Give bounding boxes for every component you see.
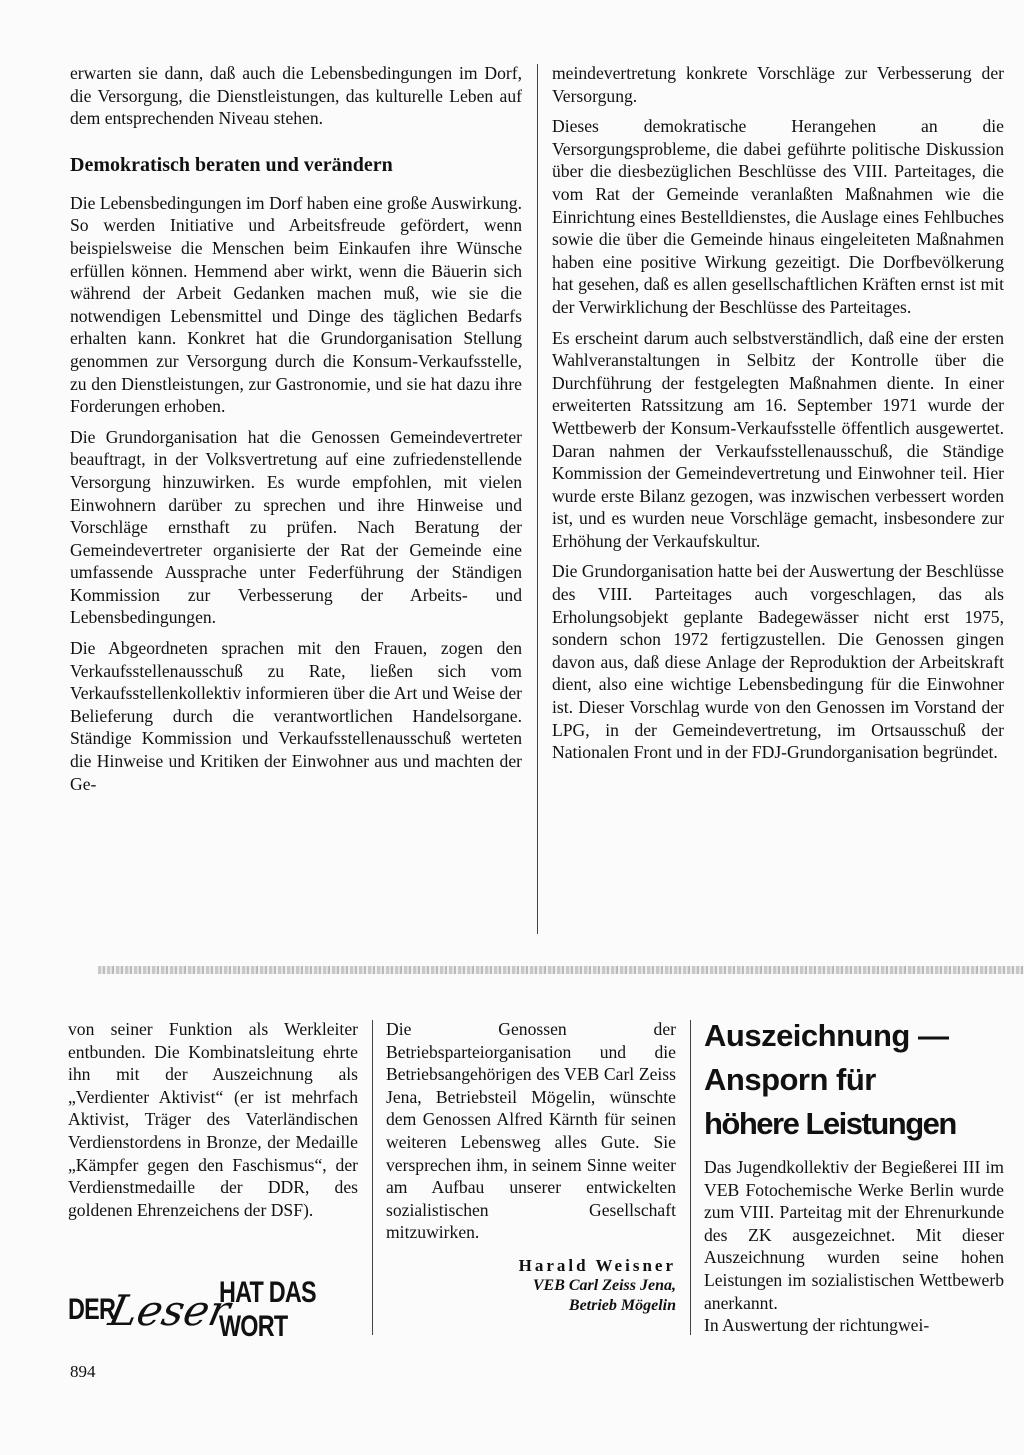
der-leser-hat-das-wort-logo <box>68 1276 368 1343</box>
signature <box>386 1256 676 1316</box>
bottom-left-column <box>68 1018 358 1229</box>
top-left-column <box>70 62 522 803</box>
paragraph: Das Jugendkollektiv der Begießerei III im VEB Fotochemische Werke Berlin wurde zum VIII. Parteitag mit der Ehrenurkunde des ZK ausgezeichnet. Mit dieser Auszeichnung wurden seine hohen Leistungen im sozialistischen Wettbewerb anerkannt. <box>704 1157 1004 1313</box>
column-divider <box>537 64 538 934</box>
logo-text-der: DER <box>68 1293 116 1326</box>
paragraph: Die Abgeordneten sprachen mit den Frauen, zogen den Verkaufsstellenausschuß zu Rate, ließen sich vom Verkaufsstellenkollektiv informieren über die Art und Weise der Belieferung durch die verantwortlichen Handelsorgane. Ständige Kommission und Verkaufsstellenausschuß werteten die Hinweise und Kritiken der Einwohner aus und machten der Ge- <box>70 638 522 794</box>
paragraph: meindevertretung konkrete Vorschläge zur Verbesserung der Versorgung. <box>552 63 1004 106</box>
page-number: 894 <box>70 1362 96 1381</box>
column-divider <box>690 1020 691 1335</box>
headline-line: Auszeichnung — <box>704 1018 949 1053</box>
paragraph: Es erscheint darum auch selbstverständlich, daß eine der ersten Wahlveranstaltungen in Selbitz der Kontrolle über die Durchführung der festgelegten Maßnahmen diente. In einer erweiterten Ratssitzung am 16. September 1971 wurde der Wettbewerb der Konsum-Verkaufsstelle öffentlich ausgewertet. Daran nahmen der Verkaufsstellenausschuß, die Ständige Kommission der Gemeindevertretung und Einwohner teil. Hier wurde erste Bilanz gezogen, was inzwischen verbessert worden ist, und es wurden neue Vorschläge gemacht, insbesondere zur Erhöhung der Verkaufskultur. <box>552 327 1004 551</box>
paragraph: Dieses demokratische Herangehen an die Versorgungsprobleme, die dabei geführte politische Diskussion über die diesbezüglichen Beschlüsse des VIII. Parteitages, die vom Rat der Gemeinde veranlaßten Maßnahmen wie die Einrichtung eines Bestelldienstes, die Auslage eines Fehlbuches sowie die über die Gemeinde hinaus eingeleiteten Maßnahmen haben eine positive Wirkung gezeitigt. Die Dorfbevölkerung hat gesehen, daß es allen gesellschaftlichen Kräften ernst ist mit der Verwirklichung der Beschlüsse des Parteitages. <box>552 116 1004 317</box>
logo-text-leser: Leser <box>104 1285 235 1335</box>
bottom-middle-column <box>386 1018 676 1316</box>
column-divider <box>372 1020 373 1335</box>
signature-name: Harald Weisner <box>518 1255 676 1275</box>
top-right-column <box>552 62 1004 772</box>
headline-line: höhere Leistungen <box>704 1106 956 1141</box>
article-headline <box>704 1014 1004 1146</box>
logo-text-hat-das-wort: HAT DAS WORT <box>219 1276 317 1343</box>
paragraph: Die Grundorganisation hatte bei der Auswertung der Beschlüsse des VIII. Parteitages auch vorgeschlagen, das als Erholungsobjekt geplante Badegewässer nicht erst 1975, sondern schon 1972 fertigzustellen. Die Genossen gingen davon aus, daß diese Anlage der Reproduktion der Arbeitskraft dient, also eine wichtige Lebensbedingung für die Einwohner ist. Dieser Vorschlag wurde von den Genossen im Vorstand der LPG, in der Gemeindevertretung, im Ortsausschuß der Nationalen Front und in der FDJ-Grundorganisation begründet. <box>552 561 1004 763</box>
signature-org: Betrieb Mögelin <box>568 1296 676 1314</box>
section-divider <box>98 966 1024 974</box>
paragraph: von seiner Funktion als Werkleiter entbunden. Die Kombinatsleitung ehrte ihn mit der Auszeichnung als „Verdienter Aktivist“ (er ist mehrfach Aktivist, Träger des Vaterländischen Verdienstordens in Bronze, der Medaille „Kämpfer gegen den Faschismus“, der Verdienstmedaille der DDR, des goldenen Ehrenzeichens der DSF). <box>68 1019 358 1220</box>
paragraph: Die Genossen der Betriebsparteiorganisation und die Betriebsangehörigen des VEB Carl Zeiss Jena, Betriebsteil Mögelin, wünschte dem Genossen Alfred Kärnth für seinen weiteren Lebensweg alles Gute. Sie versprechen ihm, in seinem Sinne weiter am Aufbau unserer entwickelten sozialistischen Gesellschaft mitzuwirken. <box>386 1019 676 1243</box>
paragraph: Die Grundorganisation hat die Genossen Gemeindevertreter beauftragt, in der Volksvertretung auf eine zufriedenstellende Versorgung hinzuwirken. Es wurde empfohlen, mit vielen Einwohnern darüber zu sprechen und ihre Hinweise und Vorschläge ernsthaft zu prüfen. Nach Beratung der Gemeindevertreter organisierte der Rat der Gemeinde eine umfassende Aussprache unter Federführung der Ständigen Kommission zur Verbesserung der Arbeits- und Lebensbedingungen. <box>70 426 522 628</box>
signature-org: VEB Carl Zeiss Jena, <box>532 1276 676 1294</box>
paragraph: Die Lebensbedingungen im Dorf haben eine große Auswirkung. So werden Initiative und Arbeitsfreude gefördert, wenn beispielsweise die Menschen beim Einkaufen ihre Wünsche erfüllen können. Hemmend aber wirkt, wenn die Bäuerin sich während der Arbeit Gedanken machen muß, wie sie die notwendigen Lebensmittel und Dinge des täglichen Bedarfs erhalten kann. Konkret hat die Grundorganisation Stellung genommen zur Versorgung durch die Konsum-Verkaufsstelle, zu den Dienstleistungen, zur Gastronomie, und sie hat dazu ihre Forderungen erhoben. <box>70 192 522 417</box>
paragraph: erwarten sie dann, daß auch die Lebensbedingungen im Dorf, die Versorgung, die Dienstleistungen, das kulturelle Leben auf dem entsprechenden Niveau stehen. <box>70 63 522 129</box>
bottom-right-column <box>704 1014 1004 1345</box>
paragraph: In Auswertung der richtungwei- <box>704 1315 930 1336</box>
section-heading: Demokratisch beraten und verändern <box>70 153 393 176</box>
headline-line: Ansporn für <box>704 1062 876 1097</box>
